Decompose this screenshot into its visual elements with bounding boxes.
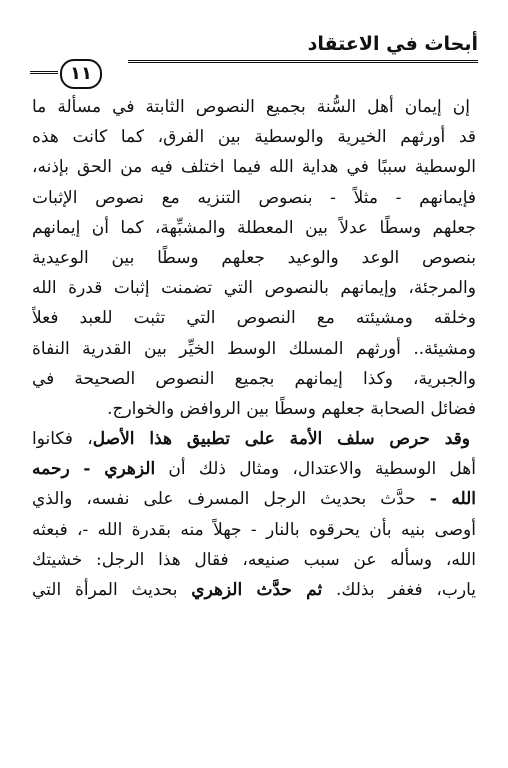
text-line <box>32 575 476 605</box>
text-line: فإيمانهم - مثلاً - بنصوص التنزيه مع نصوص الإثبات <box>32 187 476 208</box>
text-line: إن إيمان أهل السُّنة بجميع النصوص الثابتة في مسألة ما <box>32 97 470 117</box>
emphasis-text: الله - <box>429 489 476 510</box>
text-line: والجبرية، وكذا إيمانهم بجميع النصوص الصحيحة في <box>32 368 476 389</box>
text-span: يارب، فغفر بذلك. <box>322 580 476 600</box>
header-left-rule <box>30 71 58 74</box>
emphasis-text: وقد حرص سلف الأمة على تطبيق هذا الأصل <box>92 429 470 450</box>
text-line: أوصى بنيه بأن يحرقوه بالنار - جهلاً منه بقدرة الله -، فبعثه <box>32 519 476 540</box>
text-line: قد أورثهم الخيرية والوسطية بين الفرق، كما كانت هذه <box>32 127 476 148</box>
emphasis-text: الزهري - رحمه <box>32 459 156 480</box>
text-line: ومشيئة.. أورثهم المسلك الوسط الخيِّر بين القدرية النفاة <box>32 338 476 359</box>
text-line: الوسطية سببًا في هداية الله فيما اختلف فيه من الحق بإذنه، <box>32 157 476 178</box>
text-line <box>32 454 476 484</box>
text-line: جعلهم وسطًا عدلاً بين المعطلة والمشبِّهة، كما أن إيمانهم <box>32 217 476 238</box>
page-number: ١١ <box>60 59 102 89</box>
body-text <box>32 92 476 605</box>
running-title: أبحاث في الاعتقاد <box>307 33 478 55</box>
text-line <box>32 424 476 454</box>
text-line <box>32 484 476 514</box>
text-line-last: فضائل الصحابة جعلهم وسطًا بين الروافض والخوارج. <box>107 398 476 419</box>
text-span: ، فكانوا <box>32 429 93 450</box>
text-span: أهل الوسطية والاعتدال، ومثال ذلك أن <box>155 459 476 480</box>
text-line: الله، وسأله عن سبب صنيعه، فقال هذا الرجل: خشيتك <box>32 549 476 570</box>
text-line: وخلقه ومشيئته مع النصوص التي تثبت للعبد فعلاً <box>32 308 476 329</box>
header-rule <box>128 60 478 63</box>
text-span: حدَّث بحديث الرجل المسرف على نفسه، والذي <box>32 489 430 510</box>
emphasis-text: ثم حدَّث الزهري <box>191 580 323 600</box>
text-line: والمرجئة، وإيمانهم بالنصوص التي تضمنت إثبات قدرة الله <box>32 278 476 299</box>
text-line: بنصوص الوعد والوعيد جعلهم وسطًا بين الوعيدية <box>32 247 476 268</box>
text-span: بحديث المرأة التي <box>32 580 192 600</box>
